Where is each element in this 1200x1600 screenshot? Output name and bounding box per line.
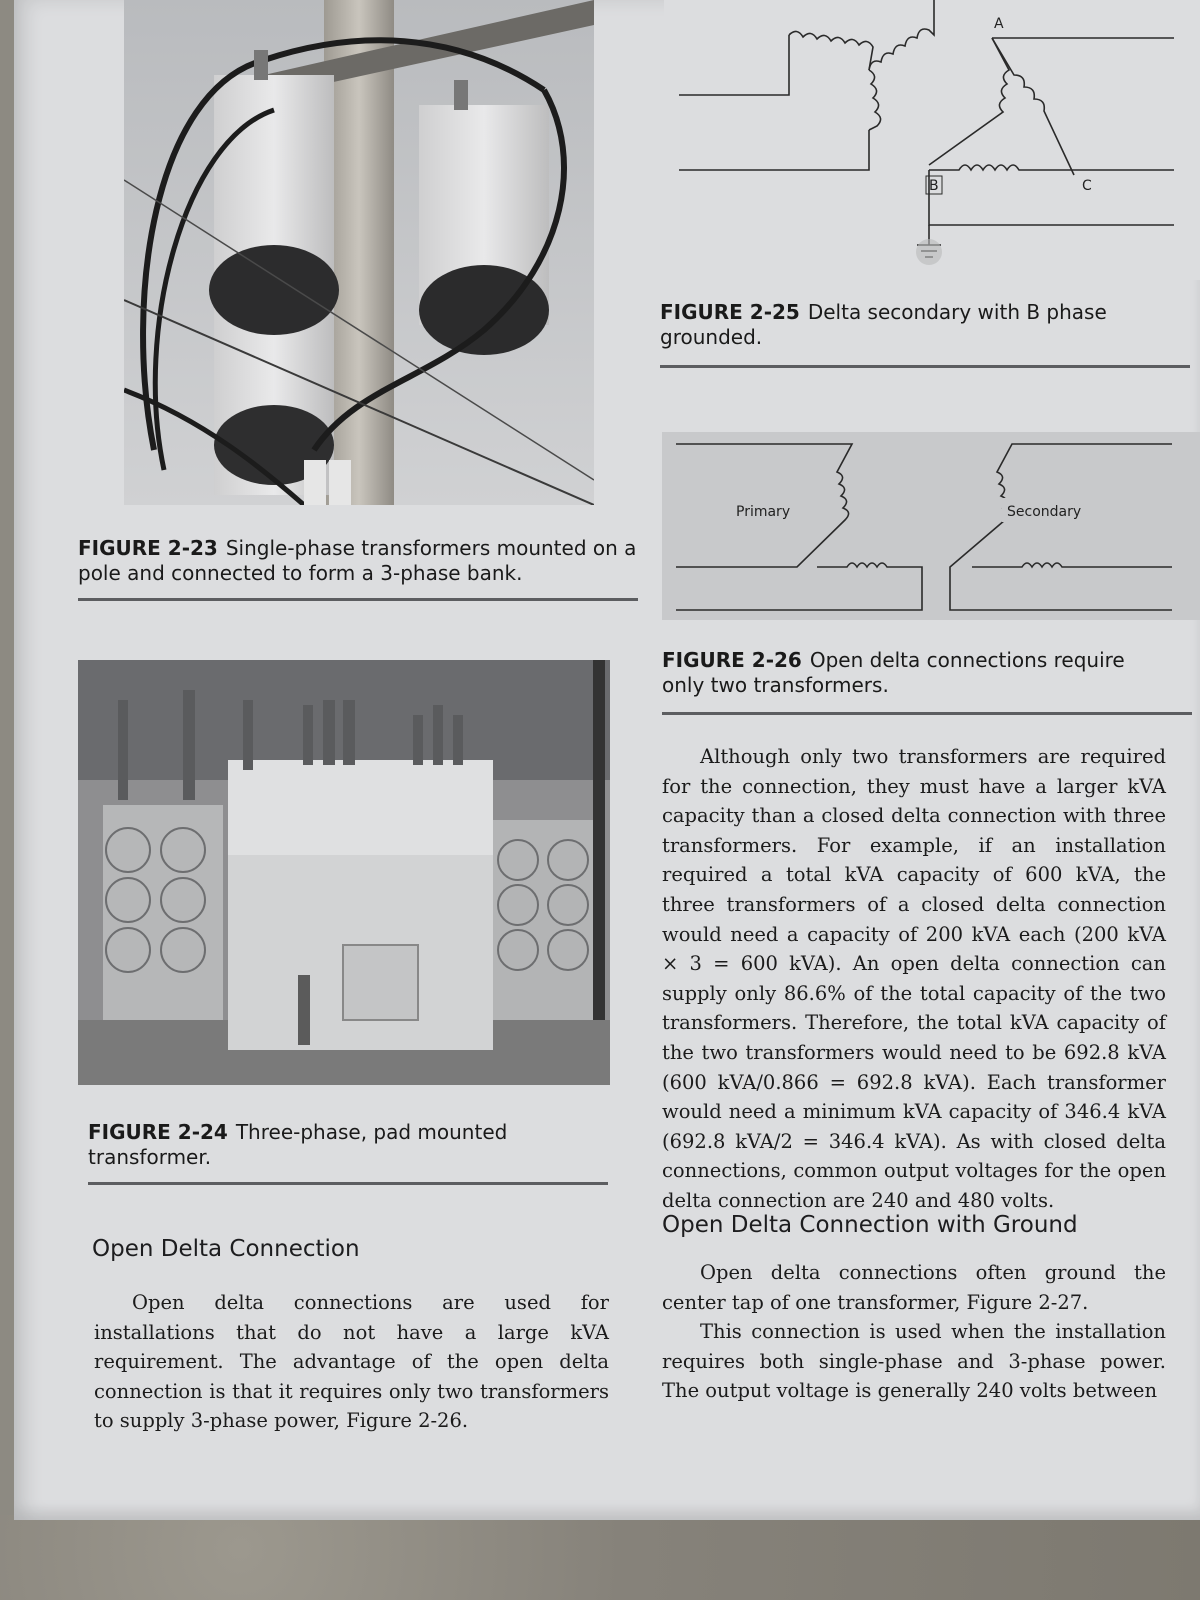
capacity-paragraph (662, 742, 1166, 1216)
open-delta-paragraph (94, 1288, 609, 1436)
figure-2-24-text: Three-phase, pad mounted transformer. (88, 1120, 508, 1169)
figure-2-24-number: FIGURE 2-24 (88, 1120, 228, 1144)
figure-2-26-diagram (662, 432, 1200, 620)
figure-2-25-diagram (664, 0, 1200, 280)
diagram-label-c: C (1082, 178, 1092, 194)
figure-2-25-rule (660, 365, 1190, 368)
open-delta-paragraph-text: Open delta connections are used for installations that do not have a large kVA requirement. The advantage of the open delta connection is that it requires only two transformers to supply 3-phase power, Figure 2-26. (94, 1291, 609, 1433)
diagram-secondary-label: Secondary (1007, 504, 1082, 520)
floor-background (0, 1515, 1200, 1600)
book-page (14, 0, 1200, 1520)
figure-2-24-caption (88, 1120, 538, 1170)
open-delta-ground-paragraph-2: This connection is used when the installation requires both single-phase and 3-phase power. The output voltage is generally 240 volts between (662, 1320, 1166, 1403)
figure-2-26-caption (662, 648, 1152, 698)
figure-2-23-text: Single-phase transformers mounted on a pole and connected to form a 3-phase bank. (78, 536, 637, 585)
diagram-primary-label: Primary (736, 504, 791, 520)
figure-2-26-rule (662, 712, 1192, 715)
figure-2-25-caption (660, 300, 1150, 350)
figure-2-25-number: FIGURE 2-25 (660, 300, 800, 324)
figure-2-24-photo (78, 660, 610, 1085)
figure-2-26-text: Open delta connections require only two transformers. (662, 648, 1125, 697)
open-delta-ground-text (662, 1258, 1166, 1406)
diagram-label-a: A (994, 16, 1004, 32)
open-delta-ground-paragraph-1: Open delta connections often ground the center tap of one transformer, Figure 2-27. (662, 1261, 1166, 1314)
figure-2-23-caption (78, 536, 638, 586)
figure-2-26-number: FIGURE 2-26 (662, 648, 802, 672)
figure-2-24-rule (88, 1182, 608, 1185)
diagram-label-b: B (929, 178, 939, 194)
figure-2-23-rule (78, 598, 638, 601)
figure-2-23-photo (124, 0, 594, 505)
open-delta-heading: Open Delta Connection (92, 1236, 360, 1262)
figure-2-23-number: FIGURE 2-23 (78, 536, 218, 560)
capacity-paragraph-text: Although only two transformers are required for the connection, they must have a larger kVA capacity than a closed delta connection with three transformers. For example, if an installation required a total kVA capacity of 600 kVA, the three transformers of a closed delta connection would need a capacity of 200 kVA each (200 kVA × 3 = 600 kVA). An open delta connection can supply only 86.6% of the total capacity of the two transformers. Therefore, the total kVA capacity of the two transformers would need to be 692.8 kVA (600 kVA/0.866 = 692.8 kVA). Each transformer would need a minimum kVA capacity of 346.4 kVA (692.8 kVA/2 = 346.4 kVA). As with closed delta connections, common output voltages for the open delta connection are 240 and 480 volts. (662, 745, 1166, 1212)
open-delta-ground-heading: Open Delta Connection with Ground (662, 1212, 1078, 1238)
figure-2-25-text: Delta secondary with B phase grounded. (660, 300, 1107, 349)
